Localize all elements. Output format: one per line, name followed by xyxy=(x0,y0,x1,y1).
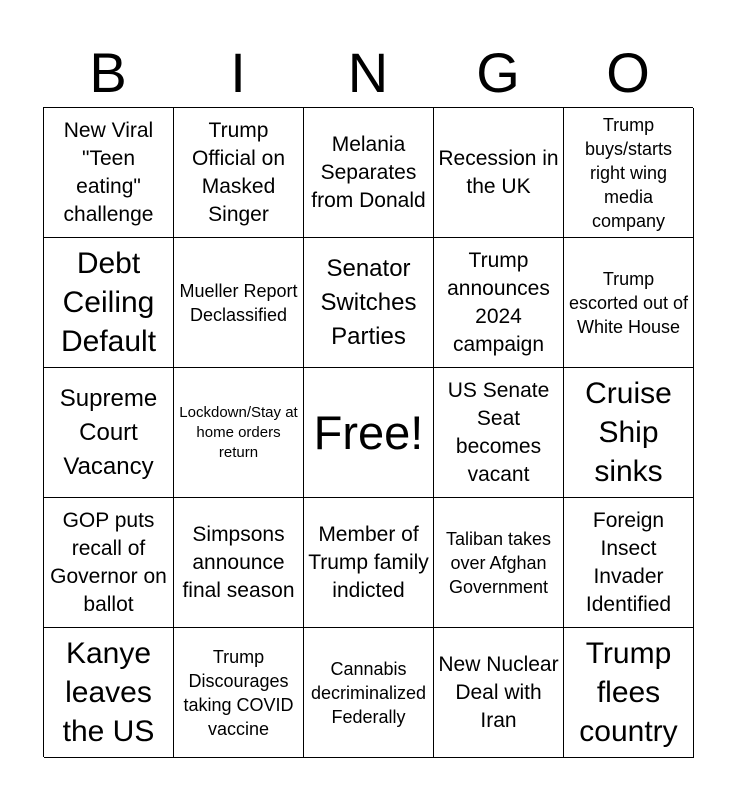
bingo-cell[interactable] xyxy=(434,498,564,628)
bingo-cell-text: Debt Ceiling Default xyxy=(60,247,157,358)
bingo-cell-text: US Senate Seat becomes vacant xyxy=(447,378,550,486)
bingo-cell[interactable] xyxy=(564,108,694,238)
bingo-cell-text: Trump escorted out of White House xyxy=(568,268,689,337)
header-letter-b: B xyxy=(89,41,127,104)
bingo-cell-text: Taliban takes over Afghan Government xyxy=(445,528,552,597)
bingo-cell[interactable] xyxy=(564,498,694,628)
header-letter-i: I xyxy=(230,41,246,104)
bingo-cell[interactable] xyxy=(174,498,304,628)
bingo-cell-text: New Viral "Teen eating" challenge xyxy=(63,118,154,226)
bingo-cell-text: Member of Trump family indicted xyxy=(308,522,429,602)
bingo-cell-text: Trump Official on Masked Singer xyxy=(192,118,285,226)
bingo-cell-free[interactable] xyxy=(304,368,434,498)
bingo-cell-text: Cannabis decriminalized Federally xyxy=(310,658,427,727)
bingo-cell[interactable] xyxy=(44,108,174,238)
bingo-cell-text: Trump Discourages taking COVID vaccine xyxy=(183,646,294,739)
bingo-cell[interactable] xyxy=(304,108,434,238)
bingo-cell[interactable] xyxy=(44,238,174,368)
bingo-cell-text: New Nuclear Deal with Iran xyxy=(438,652,559,732)
bingo-cell-text: Mueller Report Declassified xyxy=(179,280,298,325)
bingo-cell-text: Cruise Ship sinks xyxy=(585,377,672,488)
bingo-cell-text: Simpsons announce final season xyxy=(182,522,295,602)
bingo-cell-text: GOP puts recall of Governor on ballot xyxy=(50,508,167,616)
bingo-cell-text: Foreign Insect Invader Identified xyxy=(585,508,672,616)
bingo-cell[interactable] xyxy=(564,238,694,368)
bingo-cell-text: Trump buys/starts right wing media company xyxy=(584,114,673,231)
bingo-cell[interactable] xyxy=(564,368,694,498)
bingo-cell[interactable] xyxy=(174,238,304,368)
bingo-cell[interactable] xyxy=(174,368,304,498)
bingo-cell-text: Melania Separates from Donald xyxy=(311,132,426,212)
bingo-cell-text: Supreme Court Vacancy xyxy=(59,384,158,480)
bingo-cell-text: Senator Switches Parties xyxy=(320,254,417,350)
bingo-cell[interactable] xyxy=(434,238,564,368)
bingo-cell[interactable] xyxy=(174,108,304,238)
header-letter-g: G xyxy=(476,41,520,104)
bingo-cell-text: Free! xyxy=(313,405,424,459)
bingo-cell[interactable] xyxy=(564,628,694,758)
bingo-cell-text: Trump flees country xyxy=(579,637,678,748)
bingo-cell[interactable] xyxy=(304,498,434,628)
bingo-cell[interactable] xyxy=(44,498,174,628)
bingo-cell-text: Kanye leaves the US xyxy=(62,637,155,748)
bingo-cell[interactable] xyxy=(174,628,304,758)
bingo-cell-text: Recession in the UK xyxy=(438,146,559,198)
bingo-cell[interactable] xyxy=(434,628,564,758)
bingo-cell[interactable] xyxy=(434,108,564,238)
bingo-cell-text: Lockdown/Stay at home orders return xyxy=(179,403,298,461)
bingo-header xyxy=(43,40,693,106)
bingo-grid xyxy=(43,107,693,757)
bingo-cell[interactable] xyxy=(44,368,174,498)
bingo-cell[interactable] xyxy=(304,238,434,368)
bingo-cell-text: Trump announces 2024 campaign xyxy=(447,248,550,356)
bingo-cell[interactable] xyxy=(44,628,174,758)
header-letter-n: N xyxy=(347,41,389,104)
bingo-cell[interactable] xyxy=(434,368,564,498)
bingo-cell[interactable] xyxy=(304,628,434,758)
header-letter-o: O xyxy=(606,41,650,104)
